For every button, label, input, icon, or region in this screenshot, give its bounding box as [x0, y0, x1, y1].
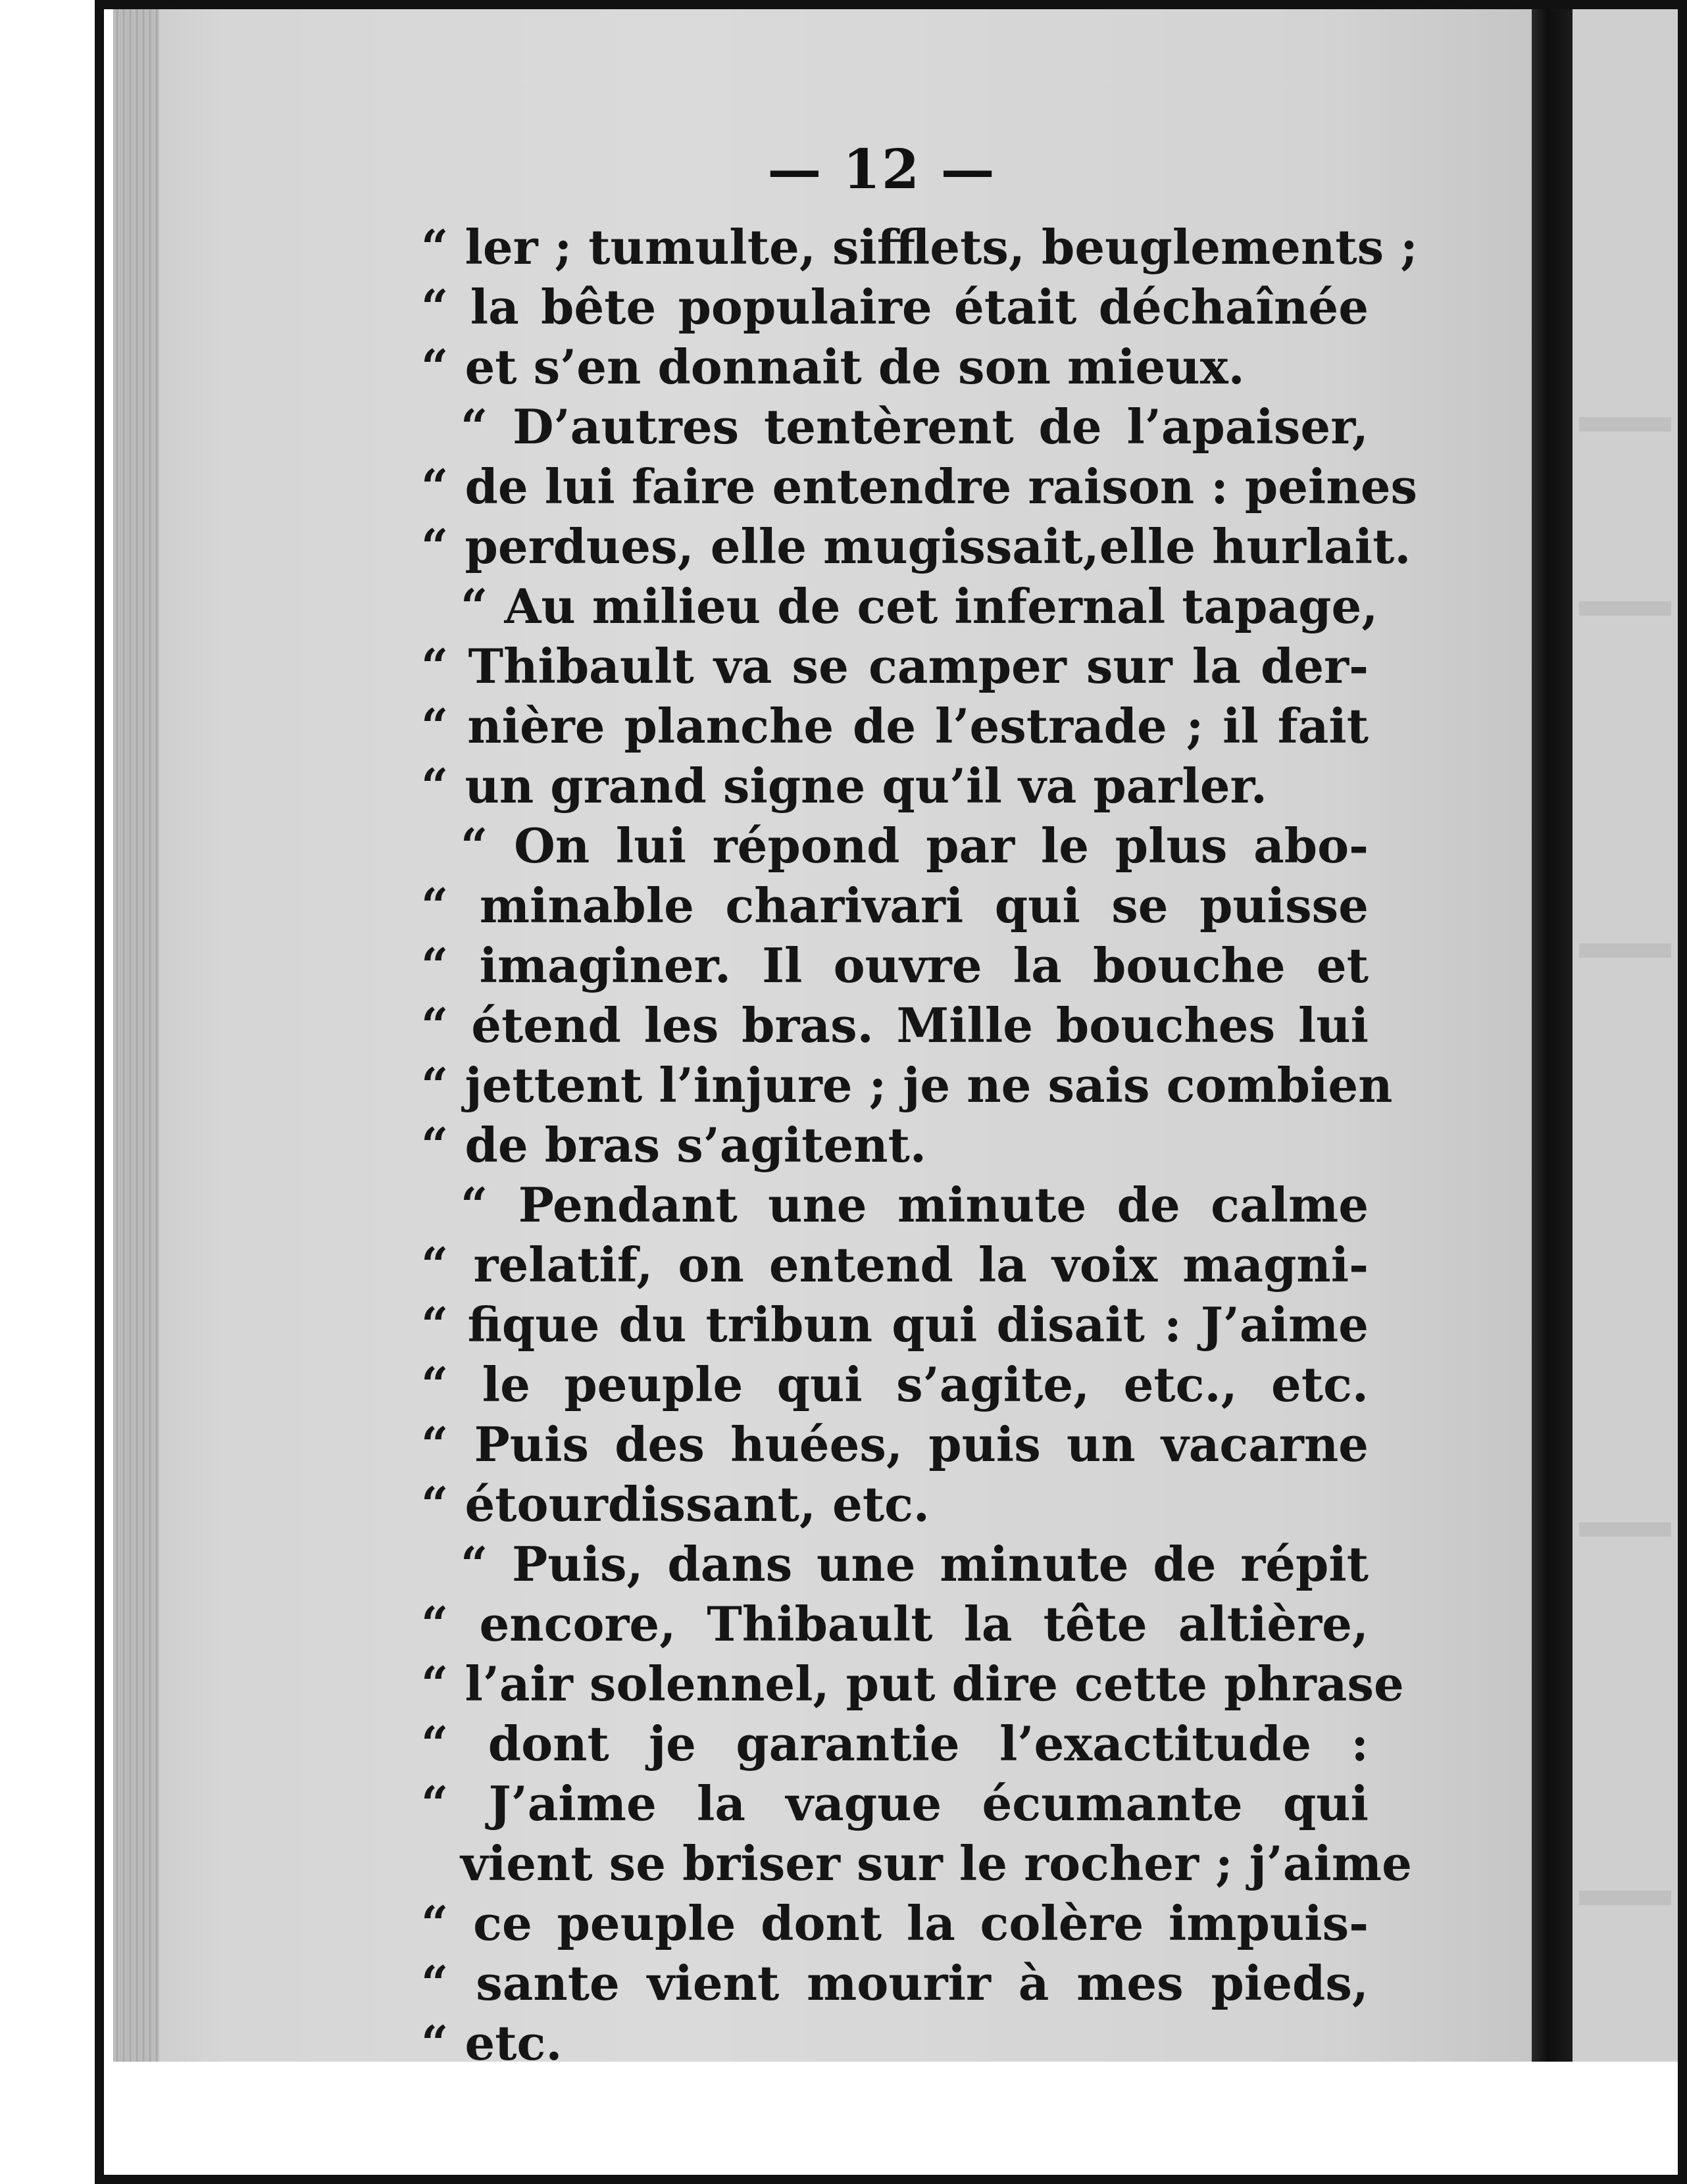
- bleed-through-mark: [1579, 1522, 1671, 1537]
- text-line: “ étend les bras. Mille bouches lui: [421, 997, 1369, 1053]
- text-line: “ ler ; tumulte, sifflets, beuglements ;: [421, 219, 1418, 275]
- text-line: “ relatif, on entend la voix magni-: [421, 1237, 1369, 1293]
- text-line: “ dont je garantie l’exactitude :: [421, 1716, 1369, 1772]
- page-number: — 12 —: [767, 138, 996, 201]
- scan-border-top: [104, 0, 1687, 9]
- text-line: “ de bras s’agitent.: [421, 1117, 926, 1173]
- text-line: “ un grand signe qu’il va parler.: [421, 758, 1267, 814]
- text-line: “ imaginer. Il ouvre la bouche et: [421, 937, 1369, 993]
- text-line: “ ce peuple dont la colère impuis-: [421, 1895, 1369, 1951]
- text-line: “ Puis, dans une minute de répit: [461, 1536, 1369, 1592]
- text-line: “ de lui faire entendre raison : peines: [421, 459, 1418, 514]
- text-line: “ Au milieu de cet infernal tapage,: [461, 578, 1378, 634]
- bleed-through-mark: [1579, 601, 1671, 616]
- bleed-through-mark: [1579, 1891, 1671, 1905]
- scan-border-right: [1678, 0, 1687, 2184]
- text-line: “ et s’en donnait de son mieux.: [421, 339, 1245, 395]
- text-line: vient se briser sur le rocher ; j’aime: [461, 1835, 1412, 1891]
- text-line: “ encore, Thibault la tête altière,: [421, 1596, 1369, 1652]
- bleed-through-mark: [1579, 417, 1671, 432]
- text-line: “ la bête populaire était déchaînée: [421, 279, 1369, 335]
- text-line: “ jettent l’injure ; je ne sais combien: [421, 1057, 1393, 1113]
- text-line: “ nière planche de l’estrade ; il fait: [421, 698, 1369, 754]
- bleed-through-mark: [1579, 943, 1671, 958]
- text-line: “ sante vient mourir à mes pieds,: [421, 1955, 1369, 2011]
- page-gutter: [113, 9, 159, 2062]
- book-spine: [1532, 9, 1573, 2062]
- text-line: “ l’air solennel, put dire cette phrase: [421, 1656, 1404, 1712]
- text-line: “ Thibault va se camper sur la der-: [421, 638, 1369, 694]
- text-line: “ le peuple qui s’agite, etc., etc.: [421, 1356, 1369, 1412]
- text-line: “ Pendant une minute de calme: [461, 1177, 1369, 1233]
- text-line: “ etc.: [421, 2015, 563, 2071]
- scan-border-bottom: [104, 2175, 1687, 2184]
- facing-page-edge: [1573, 9, 1678, 2062]
- text-line: “ fique du tribun qui disait : J’aime: [421, 1297, 1369, 1353]
- text-line: “ perdues, elle mugissait,elle hurlait.: [421, 518, 1411, 574]
- scan-border-left: [0, 0, 104, 2184]
- text-line: “ D’autres tentèrent de l’apaiser,: [461, 399, 1369, 455]
- body-text: [421, 217, 1418, 2073]
- text-line: “ J’aime la vague écumante qui: [421, 1775, 1369, 1831]
- text-line: “ minable charivari qui se puisse: [421, 878, 1369, 933]
- text-line: “ Puis des huées, puis un vacarne: [421, 1416, 1369, 1472]
- text-line: “ On lui répond par le plus abo-: [461, 818, 1369, 874]
- text-line: “ étourdissant, etc.: [421, 1476, 930, 1532]
